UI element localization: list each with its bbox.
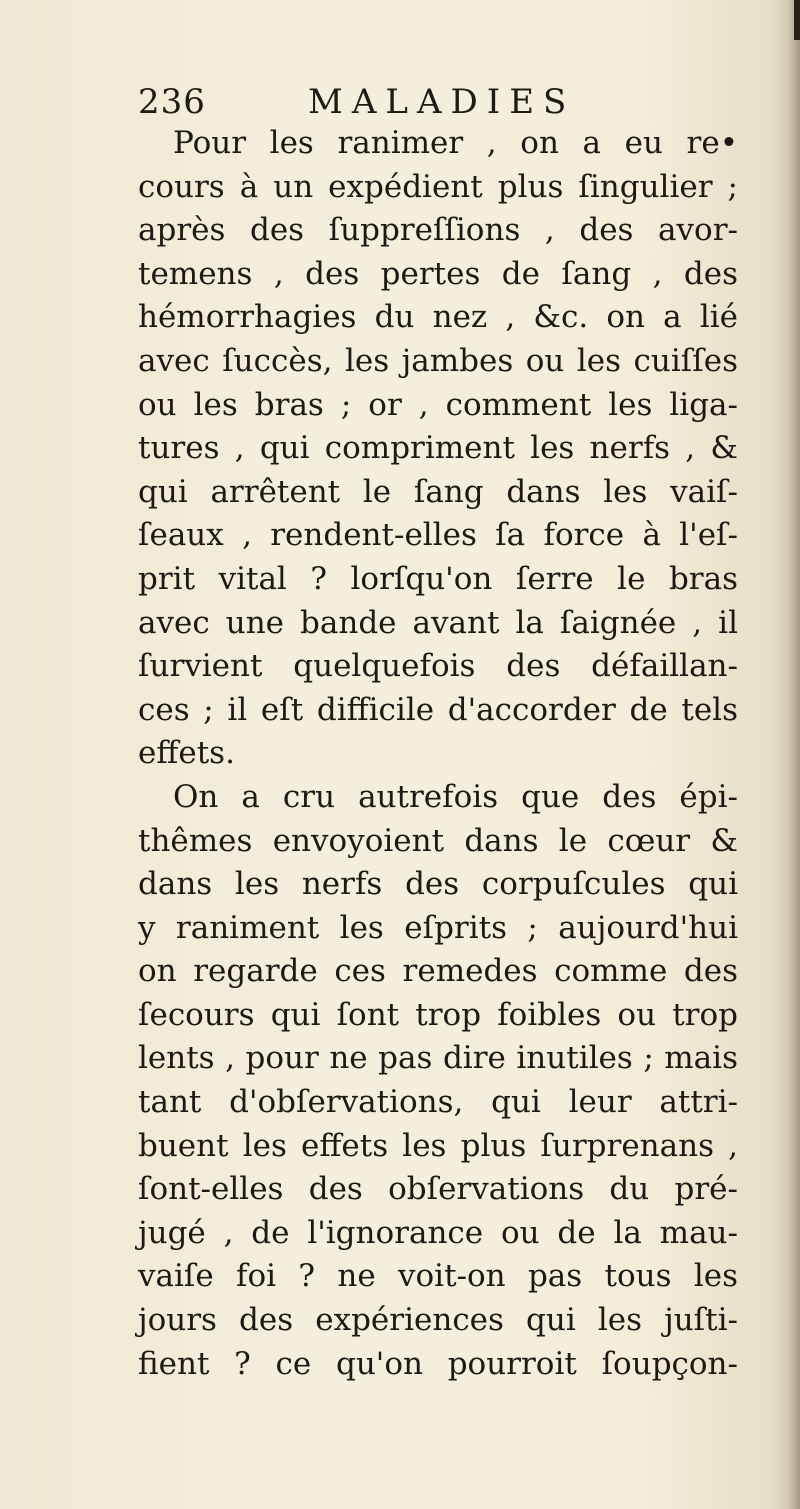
text-line: fient ? ce qu'on pourroit ſoupçon- xyxy=(138,1345,738,1382)
text-line: tures , qui compriment les nerfs , & xyxy=(138,430,738,467)
text-line: temens , des pertes de ſang , des xyxy=(138,255,738,292)
text-line: hémorrhagies du nez , &c. on a lié xyxy=(138,299,738,336)
text-line: jours des expériences qui les juſti- xyxy=(138,1302,738,1339)
page-number: 236 xyxy=(138,82,206,122)
text-line: jugé , de l'ignorance ou de la mau- xyxy=(138,1214,738,1251)
text-line: ſecours qui ſont trop foibles ou trop xyxy=(138,996,738,1033)
text-line: cours à un expédient plus ſingulier ; xyxy=(138,168,738,205)
text-line: avec ſuccès, les jambes ou les cuiſſes xyxy=(138,342,738,379)
text-line: après des ſuppreſſions , des avor- xyxy=(138,212,738,249)
text-line: prit vital ? lorſqu'on ſerre le bras xyxy=(138,560,738,597)
page-corner-mark xyxy=(794,0,800,40)
text-line: buent les effets les plus ſurprenans , xyxy=(138,1127,738,1164)
body-text xyxy=(138,122,738,1386)
page-header xyxy=(138,72,658,122)
text-line: thêmes envoyoient dans le cœur & xyxy=(138,822,738,859)
text-line: On a cru autrefois que des épi- xyxy=(173,778,738,815)
text-line: tant d'obſervations, qui leur attri- xyxy=(138,1084,738,1121)
text-line: ou les bras ; or , comment les liga- xyxy=(138,386,738,423)
text-line: ſont-elles des obſervations du pré- xyxy=(138,1171,738,1208)
text-line: dans les nerfs des corpuſcules qui xyxy=(138,866,738,903)
text-line: qui arrêtent le ſang dans les vaiſ- xyxy=(138,473,738,510)
text-line: ſeaux , rendent-elles ſa force à l'eſ- xyxy=(138,517,738,554)
text-line: lents , pour ne pas dire inutiles ; mais xyxy=(138,1040,738,1077)
page-edge-shadow xyxy=(770,0,800,1509)
text-line: on regarde ces remedes comme des xyxy=(138,953,738,990)
text-line: vaiſe foi ? ne voit-on pas tous les xyxy=(138,1258,738,1295)
text-line: y raniment les eſprits ; aujourd'hui xyxy=(138,909,738,946)
text-line: ſurvient quelquefois des défaillan- xyxy=(138,648,738,685)
running-head: MALADIES xyxy=(308,82,576,122)
text-line: effets. xyxy=(138,735,235,772)
text-line: avec une bande avant la ſaignée , il xyxy=(138,604,738,641)
text-line: Pour les ranimer , on a eu re• xyxy=(173,125,738,161)
text-line: ces ; il eſt difficile d'accorder de tels xyxy=(138,691,738,728)
